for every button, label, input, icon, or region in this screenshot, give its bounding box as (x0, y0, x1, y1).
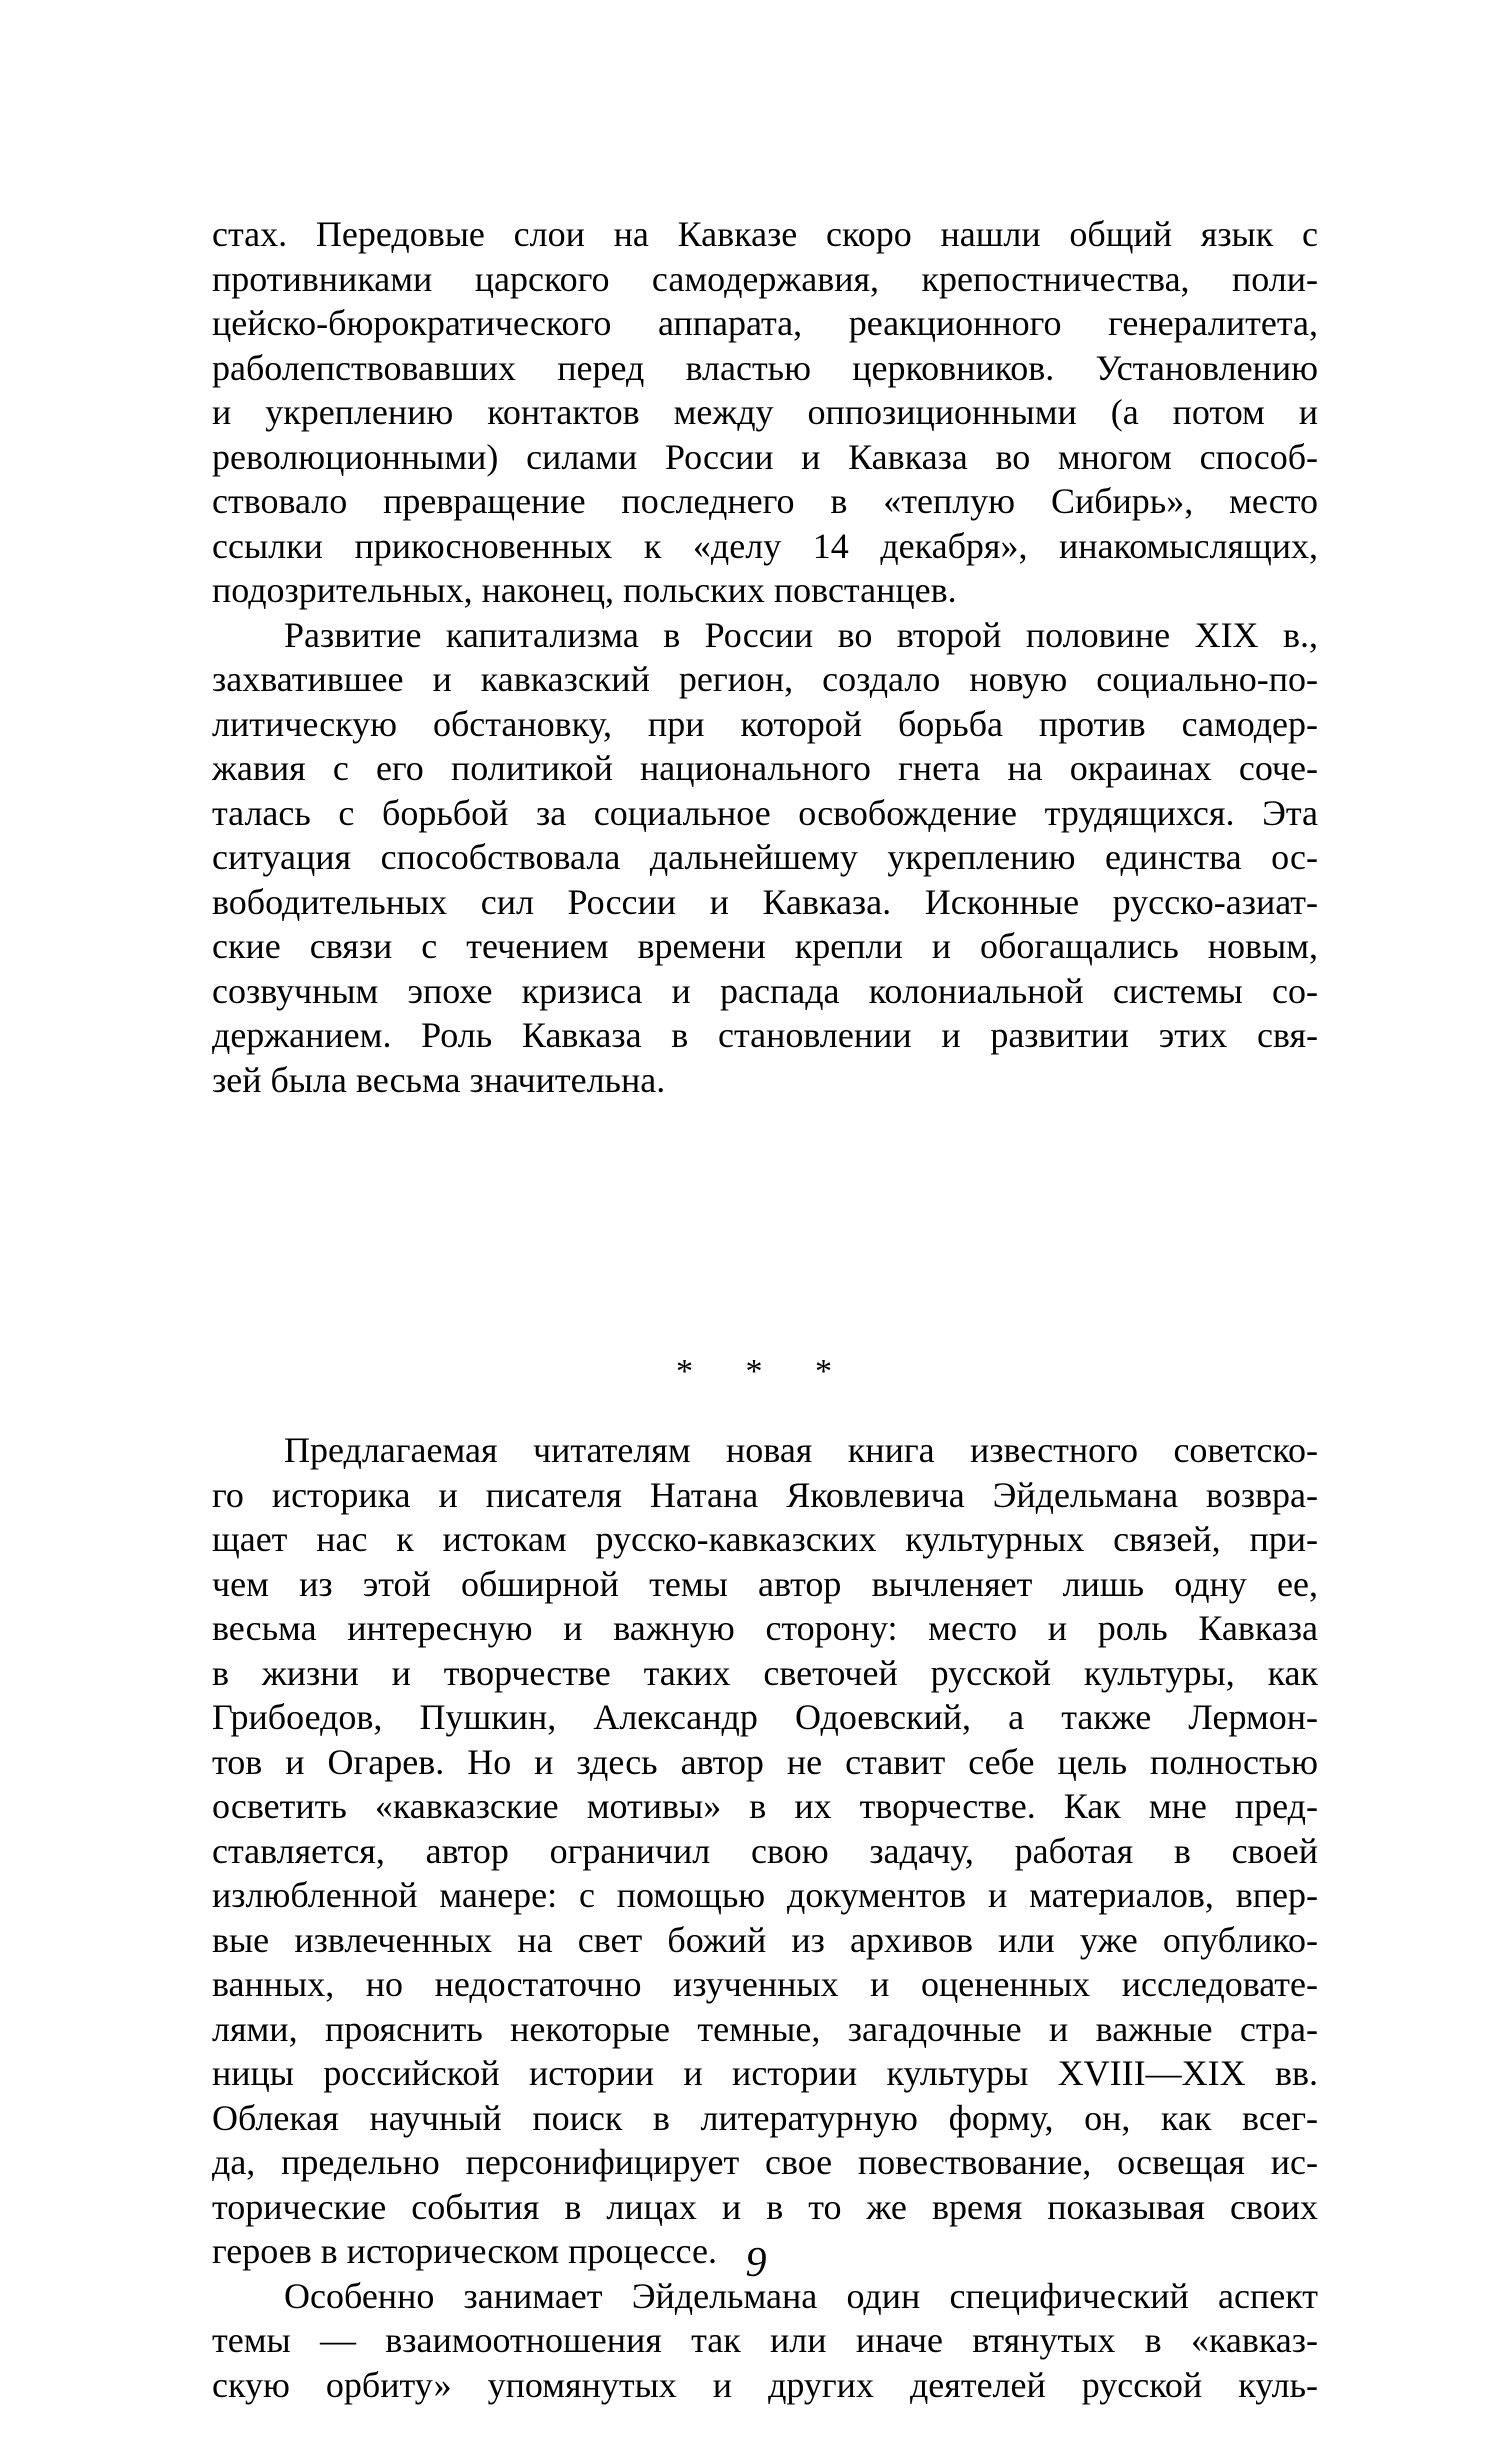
text-line: зей была весьма значительна. (212, 1059, 666, 1100)
text-line: раболепствовавших перед властью церковников. Установлению (212, 347, 1318, 388)
text-line: Особенно занимает Эйдельмана один специфический аспект (284, 2275, 1318, 2316)
text-line: скую орбиту» упомянутых и других деятелей русской куль- (212, 2364, 1318, 2405)
text-line: ванных, но недостаточно изученных и оцененных исследовате- (212, 1964, 1318, 2004)
text-line: героев в историческом процессе. (212, 2231, 717, 2271)
text-line: вободительных сил России и Кавказа. Исконные русско-азиат- (212, 881, 1318, 922)
text-line: осветить «кавказские мотивы» в их творчестве. Как мне пред- (212, 1786, 1318, 1826)
text-block-upper (212, 212, 1318, 1102)
text-line: революционными) силами России и Кавказа во многом способ- (212, 436, 1318, 477)
text-line: вые извлеченных на свет божий из архивов или уже опублико- (212, 1919, 1318, 1960)
text-line: литическую обстановку, при которой борьба против самодер- (212, 703, 1318, 744)
text-line: чем из этой обширной темы автор вычленяет лишь одну ее, (212, 1563, 1318, 1604)
text-line: в жизни и творчестве таких светочей русской культуры, как (212, 1652, 1318, 1693)
text-line: весьма интересную и важную сторону: место и роль Кавказа (212, 1608, 1318, 1648)
page-number: 9 (745, 2240, 767, 2286)
text-line: Грибоедов, Пушкин, Александр Одоевский, а также Лермон- (212, 1697, 1318, 1737)
text-line: Предлагаемая читателям новая книга известного советско- (284, 1430, 1318, 1470)
text-line: и укреплению контактов между оппозиционными (а потом и (212, 392, 1318, 432)
text-line: стах. Передовые слои на Кавказе скоро нашли общий язык с (212, 214, 1318, 254)
text-line: излюбленной манере: с помощью документов и материалов, впер- (212, 1875, 1318, 1915)
text-line: захватившее и кавказский регион, создало новую социально-по- (212, 659, 1318, 699)
text-line: держанием. Роль Кавказа в становлении и развитии этих свя- (212, 1015, 1318, 1055)
text-line: ситуация способствовала дальнейшему укреплению единства ос- (212, 837, 1318, 877)
text-line: созвучным эпохе кризиса и распада колониальной системы со- (212, 970, 1318, 1011)
text-line: темы — взаимоотношения так или иначе втянутых в «кавказ- (212, 2320, 1318, 2360)
text-line: ссылки прикосновенных к «делу 14 декабря», инакомыслящих, (212, 525, 1318, 566)
text-line: ставляется, автор ограничил свою задачу, работая в своей (212, 1830, 1318, 1871)
text-line: ские связи с течением времени крепли и обогащались новым, (212, 926, 1318, 966)
section-separator: * * * (676, 1353, 854, 1390)
text-line: подозрительных, наконец, польских повстанцев. (212, 570, 957, 610)
text-line: го историка и писателя Натана Яковлевича Эйдельмана возвра- (212, 1474, 1318, 1515)
text-line: тов и Огарев. Но и здесь автор не ставит себе цель полностью (212, 1741, 1318, 1782)
text-line: талась с борьбой за социальное освобождение трудящихся. Эта (212, 792, 1318, 833)
text-line: щает нас к истокам русско-кавказских культурных связей, при- (212, 1519, 1318, 1559)
text-line: ствовало превращение последнего в «теплую Сибирь», место (212, 481, 1318, 521)
text-line: Развитие капитализма в России во второй половине XIX в., (284, 614, 1318, 655)
text-line: торические события в лицах и в то же время показывая своих (212, 2186, 1318, 2227)
text-line: цейско-бюрократического аппарата, реакционного генералитета, (212, 303, 1318, 343)
text-line: да, предельно персонифицирует свое повествование, освещая ис- (212, 2142, 1318, 2182)
text-line: жавия с его политикой национального гнета на окраинах соче- (212, 748, 1318, 788)
text-line: лями, прояснить некоторые темные, загадочные и важные стра- (212, 2008, 1318, 2049)
text-line: ницы российской истории и истории культуры XVIII—XIX вв. (212, 2053, 1318, 2093)
text-line: Облекая научный поиск в литературную форму, он, как всег- (212, 2097, 1318, 2138)
text-line: противниками царского самодержавия, крепостничества, поли- (212, 258, 1318, 299)
